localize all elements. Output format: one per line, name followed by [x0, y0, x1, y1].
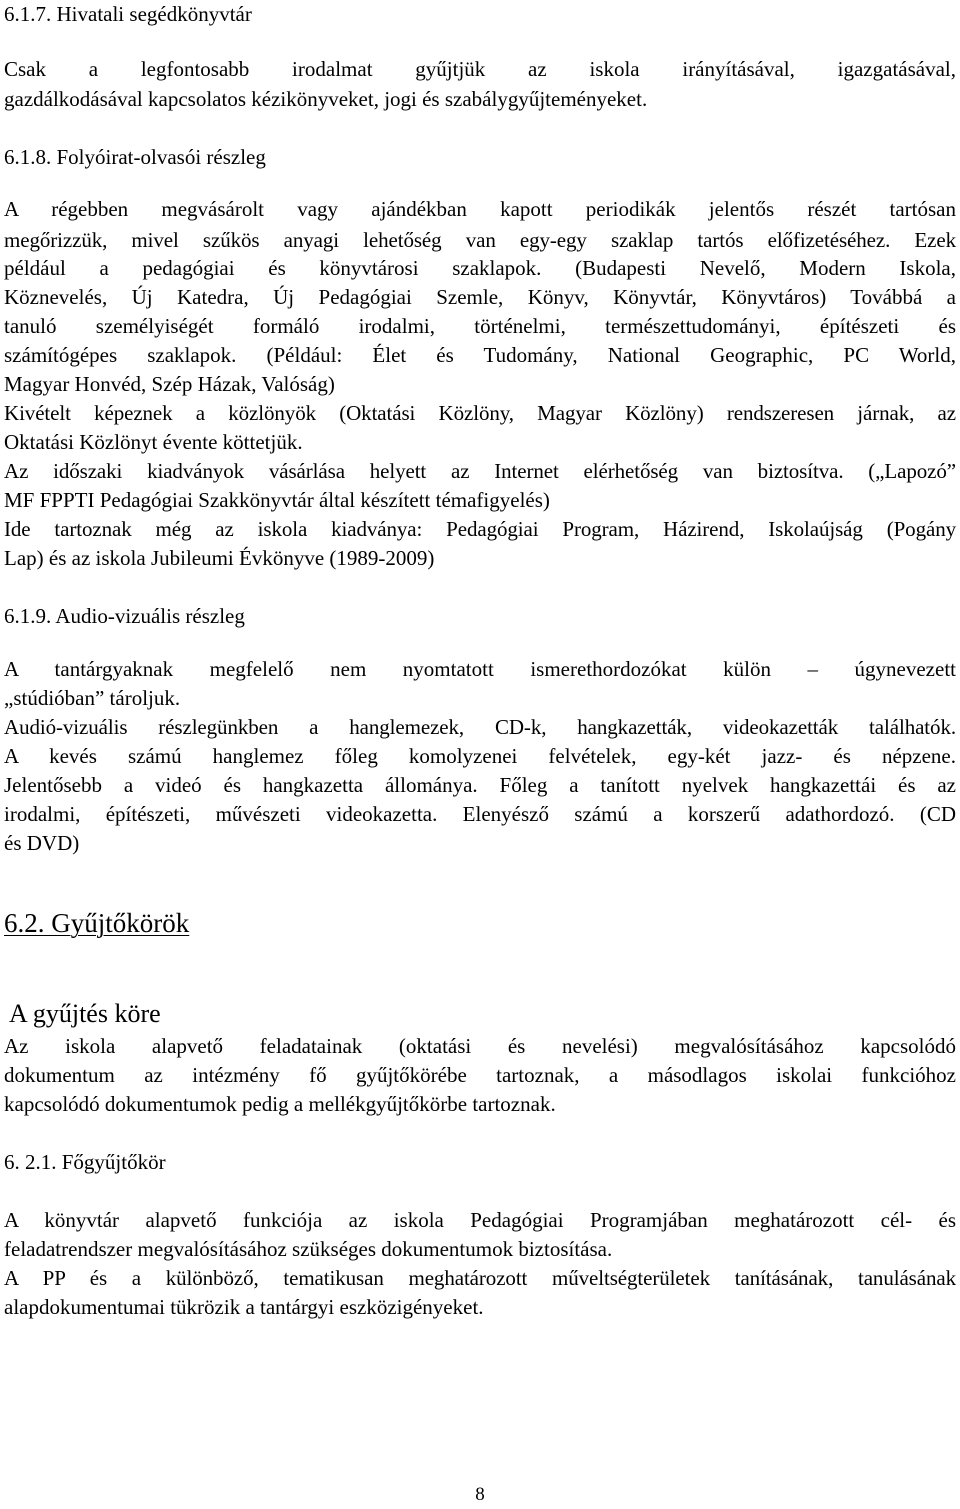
paragraph-line: „stúdióban” tároljuk. — [4, 686, 181, 710]
page-number: 8 — [475, 1484, 485, 1505]
paragraph-line: Az időszaki kiadványok vásárlása helyett az Internet elérhetőség van biztosítva. („Lapozó” — [4, 459, 956, 483]
paragraph-line: irodalmi, építészeti, művészeti videokazetta. Elenyésző számú a korszerű adathordozó. (CD — [4, 802, 956, 826]
paragraph-line: kapcsolódó dokumentumok pedig a mellékgyűjtőkörbe tartoznak. — [4, 1092, 556, 1116]
paragraph-line: Ide tartoznak még az iskola kiadványa: Pedagógiai Program, Házirend, Iskolaújság (Pogány — [4, 517, 956, 541]
paragraph-line: tanuló személyiségét formáló irodalmi, történelmi, természettudományi, építészeti és — [4, 314, 956, 338]
paragraph-line: A régebben megvásárolt vagy ajándékban kapott periodikák jelentős részét tartósan — [4, 197, 956, 221]
paragraph-line: alapdokumentumai tükrözik a tantárgyi eszközigényeket. — [4, 1295, 484, 1319]
paragraph-line: gazdálkodásával kapcsolatos kézikönyveket, jogi és szabálygyűjteményeket. — [4, 87, 648, 111]
paragraph-line: A könyvtár alapvető funkciója az iskola Pedagógiai Programjában meghatározott cél- és — [4, 1208, 956, 1232]
paragraph-line: Az iskola alapvető feladatainak (oktatási és nevelési) megvalósításához kapcsolódó — [4, 1034, 956, 1058]
section-heading-6-2: 6.2. Gyűjtőkörök — [4, 908, 190, 938]
subsection-heading-gyujtes-kore: A gyűjtés köre — [9, 999, 161, 1028]
paragraph-line: Kivételt képeznek a közlönyök (Oktatási Közlöny, Magyar Közlöny) rendszeresen járnak, az — [4, 401, 956, 425]
paragraph-line: MF FPPTI Pedagógiai Szakkönyvtár által készített témafigyelés) — [4, 488, 550, 512]
paragraph-line: Oktatási Közlönyt évente köttetjük. — [4, 430, 303, 454]
paragraph-line: számítógépes szaklapok. (Például: Élet és Tudomány, National Geographic, PC World, — [4, 343, 956, 367]
paragraph-line: Lap) és az iskola Jubileumi Évkönyve (1989-2009) — [4, 546, 435, 570]
section-heading-6-2-1: 6. 2.1. Főgyűjtőkör — [4, 1150, 166, 1174]
paragraph-line: A tantárgyaknak megfelelő nem nyomtatott ismerethordozókat külön – úgynevezett — [4, 657, 956, 681]
section-heading-6-1-9: 6.1.9. Audio-vizuális részleg — [4, 604, 245, 628]
section-heading-6-1-7: 6.1.7. Hivatali segédkönyvtár — [4, 2, 252, 26]
paragraph-line: A PP és a különböző, tematikusan meghatározott műveltségterületek tanításának, tanulásának — [4, 1266, 956, 1290]
paragraph-line: Magyar Honvéd, Szép Házak, Valóság) — [4, 372, 335, 396]
paragraph-line: például a pedagógiai és könyvtárosi szaklapok. (Budapesti Nevelő, Modern Iskola, — [4, 256, 956, 280]
paragraph-line: Audió-vizuális részlegünkben a hanglemezek, CD-k, hangkazetták, videokazetták találhatók. — [4, 715, 956, 739]
paragraph-line: dokumentum az intézmény fő gyűjtőkörébe tartoznak, a másodlagos iskolai funkcióhoz — [4, 1063, 956, 1087]
paragraph-line: és DVD) — [4, 831, 80, 855]
paragraph-line: megőrizzük, mivel szűkös anyagi lehetőség van egy-egy szaklap tartós előfizetéséhez. Ezek — [4, 228, 956, 252]
paragraph-line: Csak a legfontosabb irodalmat gyűjtjük az iskola irányításával, igazgatásával, — [4, 57, 956, 81]
section-heading-6-1-8: 6.1.8. Folyóirat-olvasói részleg — [4, 145, 266, 169]
paragraph-line: feladatrendszer megvalósításához szükséges dokumentumok biztosítása. — [4, 1237, 613, 1261]
paragraph-line: A kevés számú hanglemez főleg komolyzenei felvételek, egy-két jazz- és népzene. — [4, 744, 956, 768]
paragraph-line: Köznevelés, Új Katedra, Új Pedagógiai Szemle, Könyv, Könyvtár, Könyvtáros) Továbbá a — [4, 285, 956, 309]
paragraph-line: Jelentősebb a videó és hangkazetta állománya. Főleg a tanított nyelvek hangkazettái és az — [4, 773, 956, 797]
